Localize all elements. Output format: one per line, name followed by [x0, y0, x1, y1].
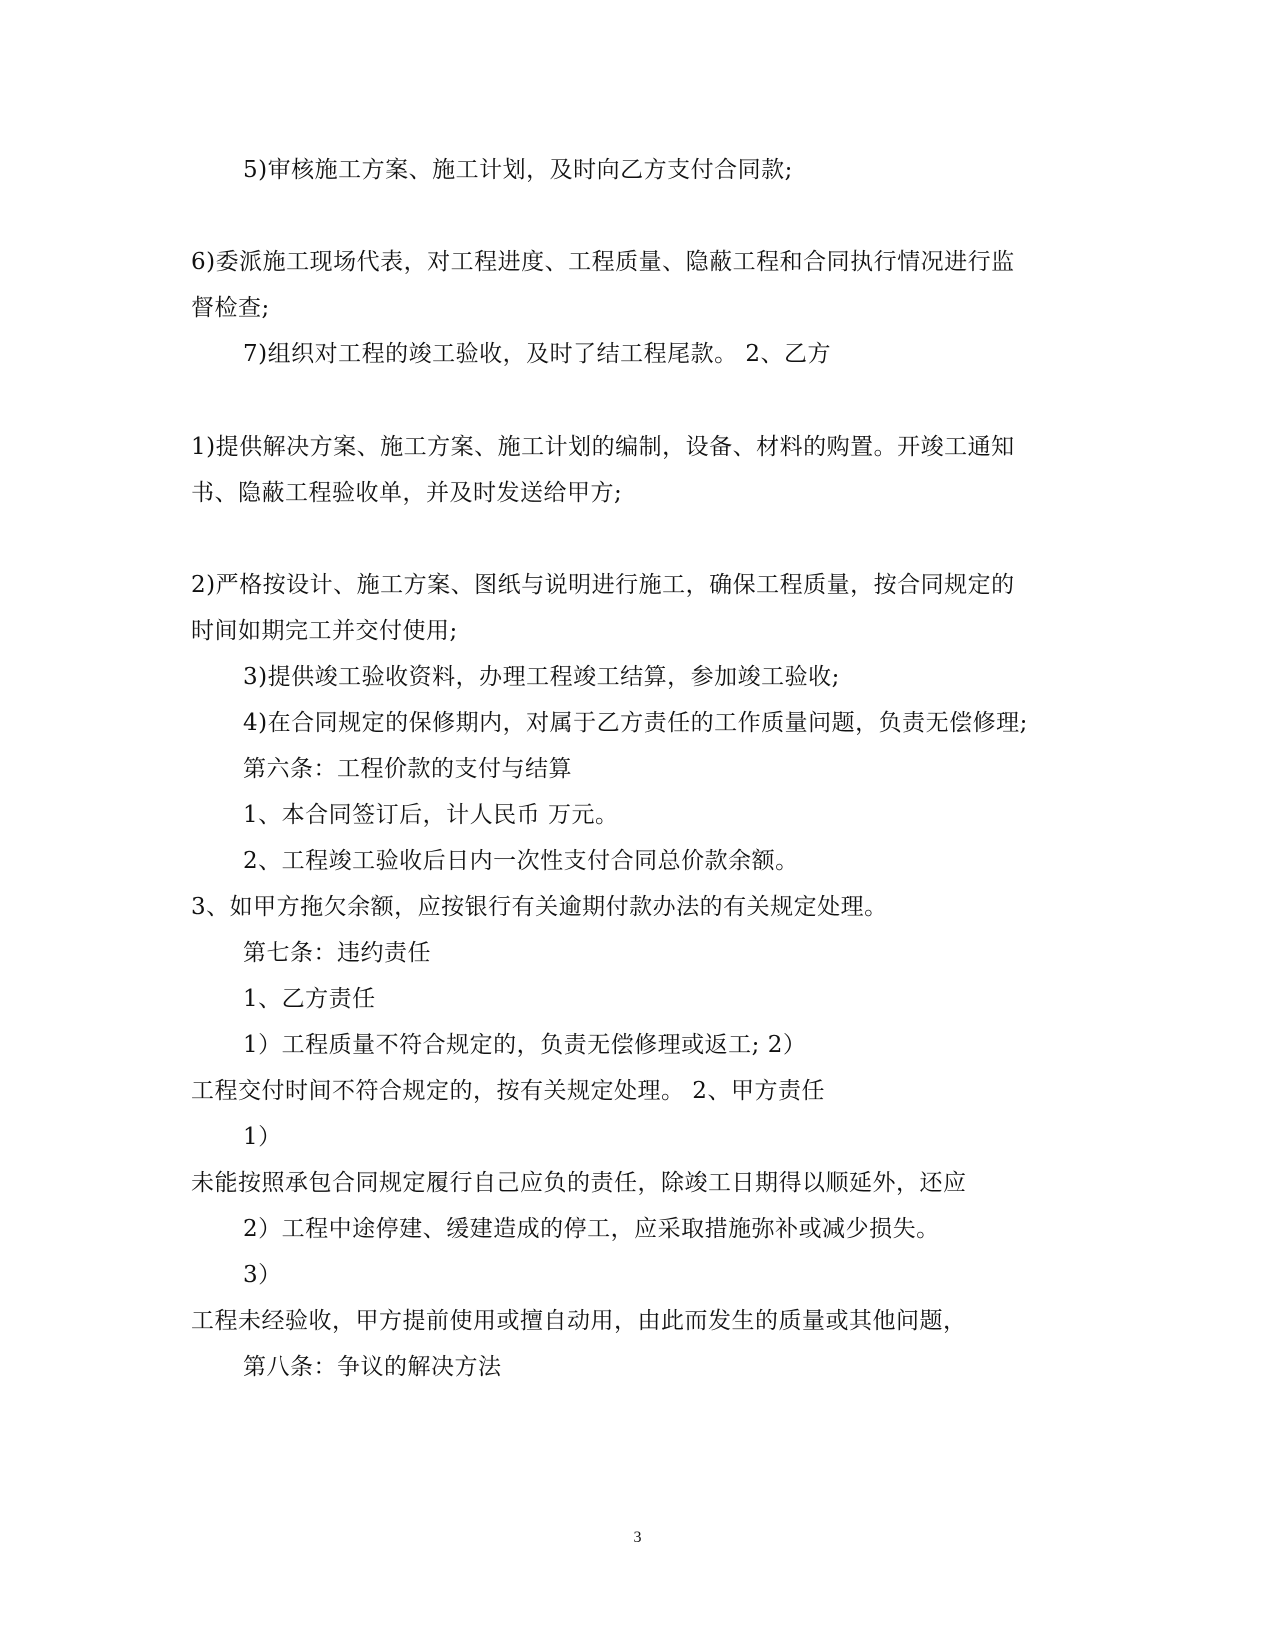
text-line: 3、如甲方拖欠余额，应按银行有关逾期付款办法的有关规定处理。 — [191, 894, 888, 920]
section-heading: 第八条：争议的解决方法 — [243, 1354, 502, 1380]
text-line: 1、乙方责任 — [243, 986, 376, 1012]
text-line: 工程交付时间不符合规定的，按有关规定处理。 2、甲方责任 — [191, 1078, 825, 1104]
text-line: 7)组织对工程的竣工验收，及时了结工程尾款。 2、乙方 — [243, 341, 832, 367]
section-heading: 第六条：工程价款的支付与结算 — [243, 756, 572, 782]
text-line: 1)提供解决方案、施工方案、施工计划的编制，设备、材料的购置。开竣工通知 — [191, 434, 1015, 460]
text-line: 1、本合同签订后，计人民币 万元。 — [243, 802, 619, 828]
page-number: 3 — [633, 1529, 642, 1546]
text-line: 3)提供竣工验收资料，办理工程竣工结算，参加竣工验收; — [243, 664, 840, 690]
text-line: 书、隐蔽工程验收单，并及时发送给甲方; — [191, 480, 623, 506]
text-line: 6)委派施工现场代表，对工程进度、工程质量、隐蔽工程和合同执行情况进行监 — [191, 249, 1015, 275]
text-line: 2)严格按设计、施工方案、图纸与说明进行施工，确保工程质量，按合同规定的 — [191, 572, 1015, 598]
text-line: 4)在合同规定的保修期内，对属于乙方责任的工作质量问题，负责无偿修理; — [243, 710, 1028, 736]
text-line: 1） — [243, 1124, 282, 1150]
text-line: 2）工程中途停建、缓建造成的停工，应采取措施弥补或减少损失。 — [243, 1216, 940, 1242]
text-line: 未能按照承包合同规定履行自己应负的责任，除竣工日期得以顺延外，还应 — [191, 1170, 967, 1196]
text-line: 督检查; — [191, 295, 270, 321]
text-line: 工程未经验收，甲方提前使用或擅自动用，由此而发生的质量或其他问题， — [191, 1308, 967, 1334]
text-line: 5)审核施工方案、施工计划，及时向乙方支付合同款; — [243, 157, 793, 183]
text-line: 2、工程竣工验收后日内一次性支付合同总价款余额。 — [243, 848, 799, 874]
text-line: 3） — [243, 1262, 282, 1288]
text-line: 时间如期完工并交付使用; — [191, 618, 458, 644]
section-heading: 第七条：违约责任 — [243, 940, 431, 966]
text-line: 1）工程质量不符合规定的，负责无偿修理或返工; 2） — [243, 1032, 807, 1058]
